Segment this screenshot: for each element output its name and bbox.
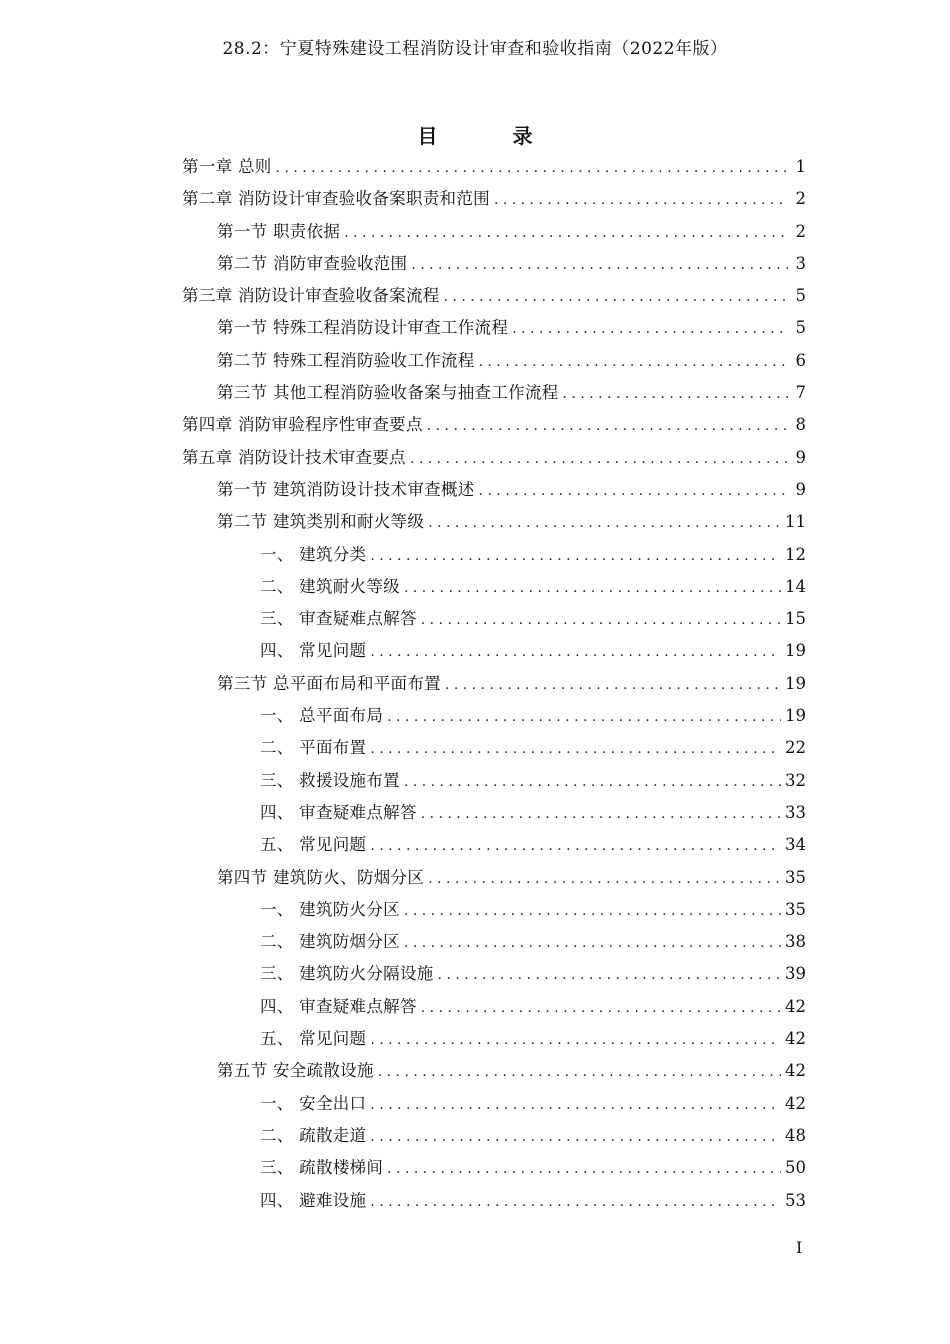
toc-dot-leader — [387, 701, 781, 733]
toc-entry-page: 50 — [785, 1158, 806, 1178]
toc-dot-leader — [370, 540, 781, 572]
toc-entry-page: 9 — [795, 479, 806, 499]
table-of-contents — [182, 151, 806, 1217]
toc-entry-page: 19 — [785, 673, 806, 693]
toc-dot-leader — [428, 863, 781, 895]
toc-entry-label: 第三节 总平面布局和平面布置 — [217, 673, 441, 693]
toc-entry-label: 第二节 特殊工程消防验收工作流程 — [217, 350, 475, 370]
toc-entry-label: 第一节 建筑消防设计技术审查概述 — [217, 479, 475, 499]
toc-entry-label: 四、 审查疑难点解答 — [260, 802, 417, 822]
toc-entry[interactable] — [182, 1023, 806, 1055]
toc-title: 目 录 — [417, 124, 567, 148]
toc-dot-leader — [494, 184, 788, 216]
toc-entry[interactable] — [182, 700, 806, 732]
toc-entry-label: 第三节 其他工程消防验收备案与抽查工作流程 — [217, 383, 559, 403]
toc-dot-leader — [404, 927, 781, 959]
toc-entry[interactable] — [182, 280, 806, 312]
toc-entry[interactable] — [182, 1088, 806, 1120]
toc-entry[interactable] — [182, 183, 806, 215]
toc-entry[interactable] — [182, 958, 806, 990]
toc-entry-label: 三、 建筑防火分隔设施 — [260, 964, 434, 984]
toc-dot-leader — [427, 410, 788, 442]
toc-dot-leader — [421, 604, 781, 636]
toc-entry-page: 2 — [795, 221, 806, 241]
toc-entry-label: 四、 避难设施 — [260, 1190, 367, 1210]
toc-dot-leader — [370, 636, 781, 668]
toc-dot-leader — [404, 895, 781, 927]
toc-entry-page: 15 — [785, 609, 806, 629]
toc-entry[interactable] — [182, 732, 806, 764]
toc-entry[interactable] — [182, 991, 806, 1023]
toc-entry[interactable] — [182, 635, 806, 667]
toc-entry-label: 第五节 安全疏散设施 — [217, 1061, 374, 1081]
toc-dot-leader — [370, 1121, 781, 1153]
toc-entry-page: 11 — [785, 512, 806, 532]
toc-dot-leader — [428, 507, 781, 539]
toc-entry-page: 22 — [785, 738, 806, 758]
toc-entry[interactable] — [182, 668, 806, 700]
toc-entry-label: 第四章 消防审验程序性审查要点 — [182, 415, 423, 435]
toc-entry-page: 7 — [795, 383, 806, 403]
toc-entry[interactable] — [182, 151, 806, 183]
toc-entry-page: 9 — [795, 447, 806, 467]
toc-dot-leader — [370, 830, 781, 862]
toc-entry-page: 5 — [795, 318, 806, 338]
toc-entry[interactable] — [182, 765, 806, 797]
toc-entry-label: 二、 建筑防烟分区 — [260, 932, 400, 952]
toc-dot-leader — [276, 152, 788, 184]
toc-entry[interactable] — [182, 862, 806, 894]
toc-entry-page: 39 — [785, 964, 806, 984]
toc-entry-label: 四、 常见问题 — [260, 641, 367, 661]
toc-entry[interactable] — [182, 926, 806, 958]
toc-entry-page: 19 — [785, 641, 806, 661]
toc-entry-page: 42 — [785, 996, 806, 1016]
toc-entry-label: 五、 常见问题 — [260, 1029, 367, 1049]
toc-dot-leader — [387, 1153, 781, 1185]
toc-entry-label: 第二节 建筑类别和耐火等级 — [217, 512, 425, 532]
toc-entry-page: 5 — [795, 286, 806, 306]
toc-entry[interactable] — [182, 248, 806, 280]
toc-entry[interactable] — [182, 474, 806, 506]
toc-entry-page: 14 — [785, 576, 806, 596]
toc-entry[interactable] — [182, 1152, 806, 1184]
toc-entry-label: 第三章 消防设计审查验收备案流程 — [182, 286, 440, 306]
toc-entry-page: 42 — [785, 1093, 806, 1113]
toc-entry[interactable] — [182, 603, 806, 635]
toc-entry-page: 19 — [785, 706, 806, 726]
toc-entry-label: 第二节 消防审查验收范围 — [217, 253, 408, 273]
toc-dot-leader — [410, 443, 788, 475]
toc-entry-page: 8 — [795, 415, 806, 435]
toc-entry-label: 第一章 总则 — [182, 157, 272, 176]
toc-entry-label: 三、 审查疑难点解答 — [260, 609, 417, 629]
toc-dot-leader — [479, 475, 788, 507]
toc-entry[interactable] — [182, 506, 806, 538]
toc-entry[interactable] — [182, 797, 806, 829]
toc-dot-leader — [438, 959, 781, 991]
toc-dot-leader — [378, 1056, 781, 1088]
toc-entry[interactable] — [182, 1120, 806, 1152]
toc-entry[interactable] — [182, 539, 806, 571]
toc-dot-leader — [370, 1186, 781, 1218]
toc-entry-page: 42 — [785, 1029, 806, 1049]
toc-entry[interactable] — [182, 1055, 806, 1087]
toc-entry-page: 2 — [795, 189, 806, 209]
toc-dot-leader — [444, 281, 788, 313]
toc-entry-page: 34 — [785, 835, 806, 855]
toc-dot-leader — [421, 798, 781, 830]
toc-entry-page: 1 — [795, 157, 806, 176]
toc-entry-page: 32 — [785, 770, 806, 790]
toc-entry-label: 三、 救援设施布置 — [260, 770, 400, 790]
toc-entry-page: 38 — [785, 932, 806, 952]
toc-entry[interactable] — [182, 1185, 806, 1217]
toc-entry[interactable] — [182, 829, 806, 861]
toc-entry[interactable] — [182, 312, 806, 344]
toc-dot-leader — [445, 669, 781, 701]
toc-entry-page: 35 — [785, 867, 806, 887]
toc-entry-page: 33 — [785, 802, 806, 822]
toc-entry-label: 一、 建筑分类 — [260, 544, 367, 564]
toc-dot-leader — [404, 572, 781, 604]
toc-dot-leader — [411, 249, 788, 281]
document-header: 28.2：宁夏特殊建设工程消防设计审查和验收指南（2022年版） — [222, 39, 728, 59]
toc-entry-label: 二、 建筑耐火等级 — [260, 576, 400, 596]
toc-dot-leader — [421, 992, 781, 1024]
toc-entry-page: 3 — [795, 253, 806, 273]
toc-entry-label: 第五章 消防设计技术审查要点 — [182, 447, 406, 467]
toc-entry-page: 48 — [785, 1125, 806, 1145]
toc-entry-label: 第二章 消防设计审查验收备案职责和范围 — [182, 189, 490, 209]
toc-entry[interactable] — [182, 571, 806, 603]
toc-entry[interactable] — [182, 409, 806, 441]
toc-entry-label: 一、 建筑防火分区 — [260, 899, 400, 919]
toc-dot-leader — [479, 346, 788, 378]
toc-entry-page: 35 — [785, 899, 806, 919]
toc-entry-label: 第一节 特殊工程消防设计审查工作流程 — [217, 318, 509, 338]
toc-entry-label: 第四节 建筑防火、防烟分区 — [217, 867, 425, 887]
toc-entry-label: 一、 总平面布局 — [260, 706, 384, 726]
toc-entry-page: 12 — [785, 544, 806, 564]
toc-entry-page: 53 — [785, 1190, 806, 1210]
toc-entry[interactable] — [182, 345, 806, 377]
toc-dot-leader — [370, 1024, 781, 1056]
toc-entry-label: 四、 审查疑难点解答 — [260, 996, 417, 1016]
page-number: I — [796, 1238, 803, 1257]
toc-entry[interactable] — [182, 894, 806, 926]
toc-entry-label: 三、 疏散楼梯间 — [260, 1158, 384, 1178]
toc-dot-leader — [404, 766, 781, 798]
toc-dot-leader — [512, 313, 788, 345]
toc-entry-label: 二、 疏散走道 — [260, 1125, 367, 1145]
toc-entry-page: 42 — [785, 1061, 806, 1081]
toc-entry[interactable] — [182, 377, 806, 409]
toc-entry-label: 五、 常见问题 — [260, 835, 367, 855]
toc-dot-leader — [370, 1089, 781, 1121]
toc-entry[interactable] — [182, 442, 806, 474]
toc-entry-label: 一、 安全出口 — [260, 1093, 367, 1113]
toc-dot-leader — [344, 217, 788, 249]
toc-dot-leader — [370, 733, 781, 765]
toc-entry-label: 二、 平面布置 — [260, 738, 367, 758]
toc-dot-leader — [563, 378, 788, 410]
toc-entry-page: 6 — [795, 350, 806, 370]
toc-entry[interactable] — [182, 216, 806, 248]
toc-entry-label: 第一节 职责依据 — [217, 221, 341, 241]
